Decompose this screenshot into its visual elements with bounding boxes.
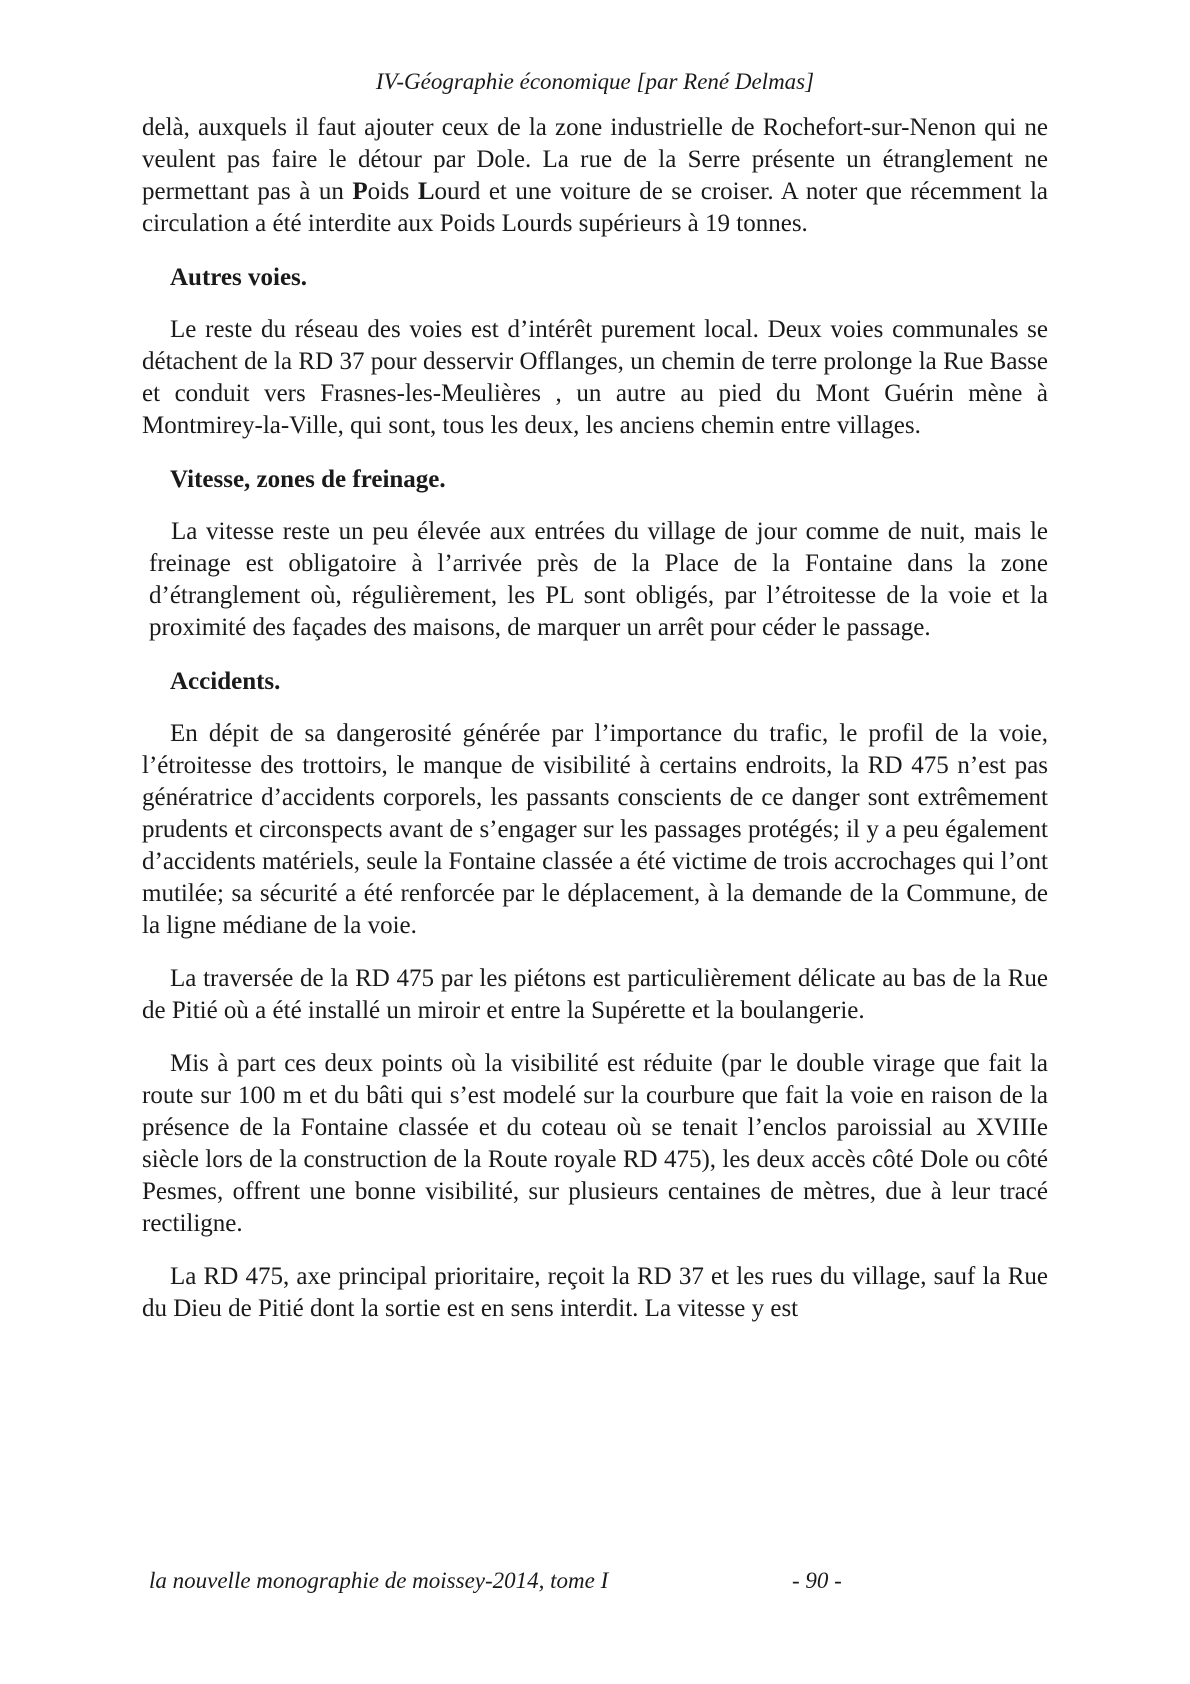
paragraph-continuation	[142, 112, 1048, 240]
paragraph-text-start: delà, auxquels il faut ajouter ceux de la zone industrielle de Rochefort-sur-Nenon qui ne veulent pas faire le détour par Dole. La rue de la Serre présente un étranglement ne permettant pas à un	[142, 114, 1048, 205]
paragraph-text-end: ourd et une voiture de se croiser. A noter que récemment la circulation a été interdite aux Poids Lourds supérieurs à 19 tonnes.	[142, 178, 1048, 237]
footer-book-title: la nouvelle monographie de moissey-2014, tome I	[149, 1568, 609, 1593]
bold-initial-p: P	[352, 178, 368, 205]
paragraph-accidents-4: La RD 475, axe principal prioritaire, reçoit la RD 37 et les rues du village, sauf la Rue du Dieu de Pitié dont la sortie est en sens interdit. La vitesse y est	[142, 1263, 1048, 1322]
page-body	[142, 112, 1048, 1346]
section-heading-accidents: Accidents.	[170, 668, 281, 695]
paragraph-accidents-2: La traversée de la RD 475 par les piétons est particulièrement délicate au bas de la Rue de Pitié où a été installé un miroir et entre la Supérette et la boulangerie.	[142, 965, 1048, 1024]
paragraph-vitesse: La vitesse reste un peu élevée aux entrées du village de jour comme de nuit, mais le freinage est obligatoire à l’arrivée près de la Place de la Fontaine dans la zone d’étranglement où, régulièrement, les PL sont obligés, par l’étroitesse de la voie et la proximité des façades des maisons, de marquer un arrêt pour céder le passage.	[149, 518, 1048, 641]
page-header: IV-Géographie économique [par René Delmas]	[375, 69, 815, 94]
footer-page-number: - 90 -	[792, 1568, 842, 1593]
paragraph-autres-voies: Le reste du réseau des voies est d’intérêt purement local. Deux voies communales se détachent de la RD 37 pour desservir Offlanges, un chemin de terre prolonge la Rue Basse et conduit vers Frasnes-les-Meulières , un autre au pied du Mont Guérin mène à Montmirey-la-Ville, qui sont, tous les deux, les anciens chemin entre villages.	[142, 316, 1048, 439]
bold-initial-l: L	[417, 178, 435, 205]
paragraph-text-mid: oids	[367, 178, 418, 205]
paragraph-accidents-1: En dépit de sa dangerosité générée par l’importance du trafic, le profil de la voie, l’étroitesse des trottoirs, le manque de visibilité à certains endroits, la RD 475 n’est pas génératrice d’accidents corporels, les passants conscients de ce danger sont extrêmement prudents et circonspects avant de s’engager sur les passages protégés; il y a peu également d’accidents matériels, seule la Fontaine classée a été victime de trois accrochages qui l’ont mutilée; sa sécurité a été renforcée par le déplacement, à la demande de la Commune, de la ligne médiane de la voie.	[142, 720, 1048, 939]
paragraph-accidents-3: Mis à part ces deux points où la visibilité est réduite (par le double virage que fait la route sur 100 m et du bâti qui s’est modelé sur la courbure que fait la voie en raison de la présence de la Fontaine classée et du coteau où se tenait l’enclos paroissial au XVIIIe siècle lors de la construction de la Route royale RD 475), les deux accès côté Dole ou côté Pesmes, offrent une bonne visibilité, sur plusieurs centaines de mètres, due à leur tracé rectiligne.	[142, 1050, 1048, 1237]
section-heading-vitesse: Vitesse, zones de freinage.	[170, 466, 446, 493]
section-heading-autres-voies: Autres voies.	[170, 264, 308, 291]
